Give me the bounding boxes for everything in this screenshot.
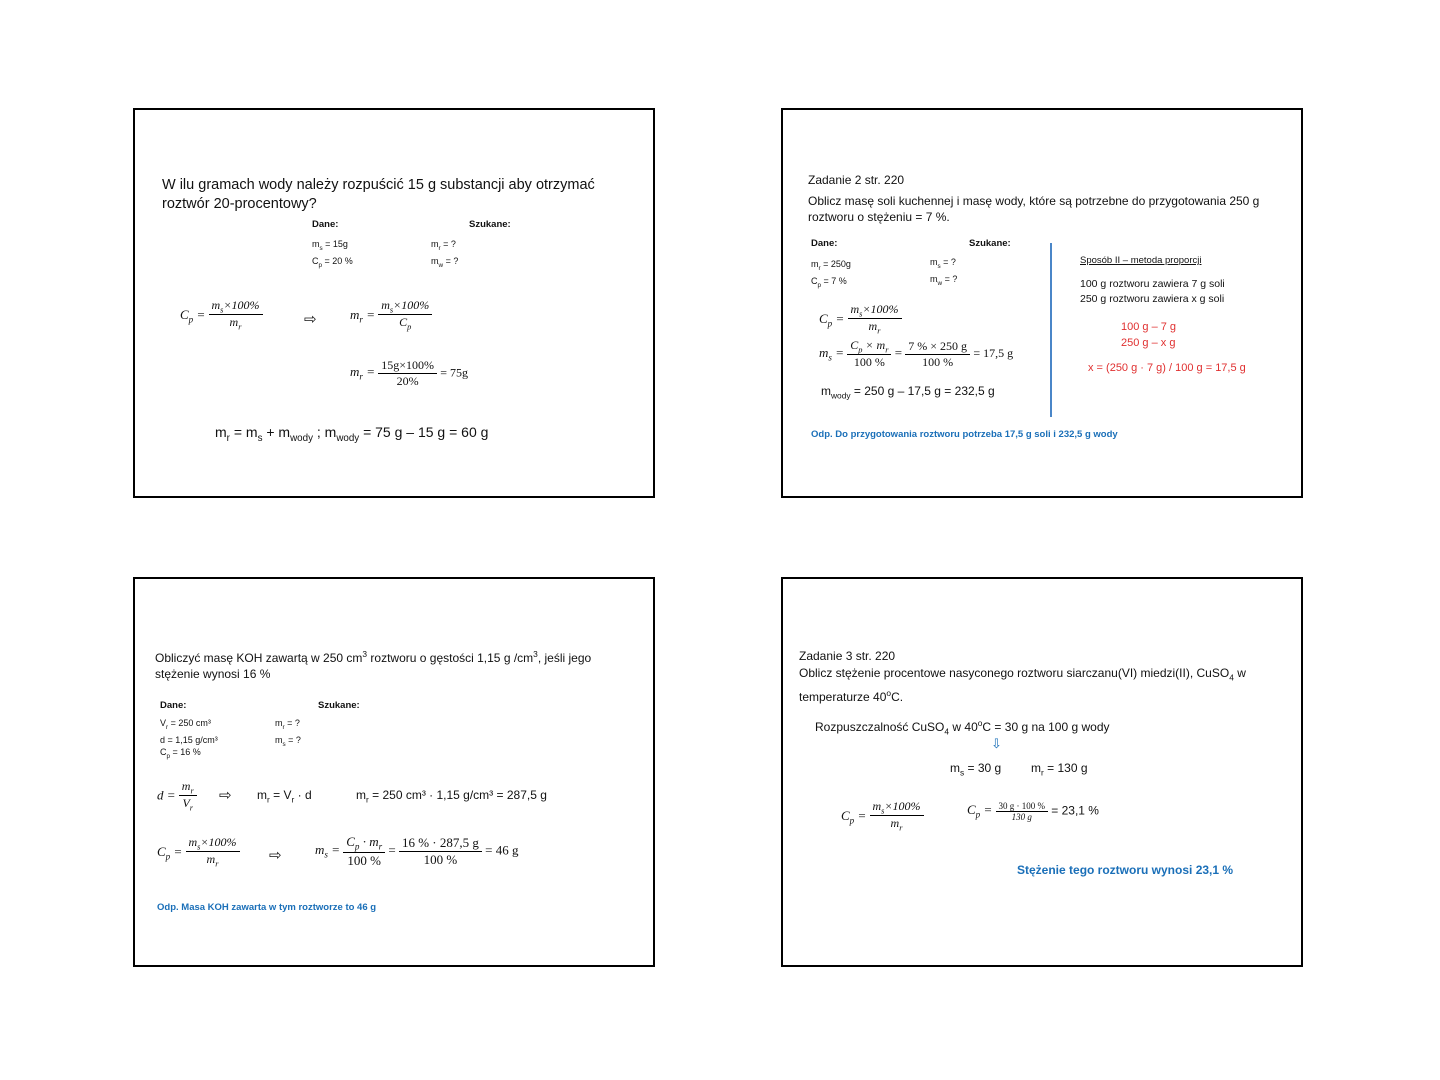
formula-mr: $m_r = V_r \cdot d$: [257, 788, 312, 805]
szukane-label: Szukane:: [318, 700, 360, 711]
sought-values: $m_r$ = ? $m_w$ = ?: [431, 239, 459, 269]
formula-ms: $m_s$ = $\frac{C_p \cdot m_r}{100 \%}$ = $\frac{16 \% \cdot 287,5 g}{100 \%}$ = 46 g: [315, 834, 519, 868]
slide2-answer: Odp. Do przygotowania roztworu potrzeba 17,5 g soli i 232,5 g wody: [811, 429, 1118, 440]
final-equation: $m_r = m_s + m_{wody}$ ; $m_{wody} = 75$ g – 15 g = 60 g: [215, 424, 489, 444]
implies-arrow-icon: ⇨: [219, 787, 232, 804]
proportion-red: 100 g – 7 g 250 g – x g: [1121, 321, 1177, 349]
slide-3: [133, 577, 655, 967]
given-values: $m_s = 15g$ $C_p = 20$ %: [312, 239, 353, 269]
slide-1: [133, 108, 655, 498]
mr-calculation: $m_r = 250$ cm³ · 1,15 g/cm³ = 287,5 g: [356, 788, 547, 805]
slide-4: [781, 577, 1303, 967]
given-values: $m_r = 250g$ $C_p = 7$ %: [811, 259, 851, 289]
formula-cp: $C_p$ = $\frac{m_s\times 100\%}{m_r}$: [841, 799, 924, 833]
implies-arrow-icon: ⇨: [269, 847, 282, 864]
mr-value: $m_r = 130$ g: [1031, 761, 1088, 778]
formula-mr-calc: $m_r$ = $\frac{15g\times 100\%}{20\%}$ = 75g: [350, 358, 469, 388]
slide4-title: Zadanie 3 str. 220: [799, 649, 896, 663]
szukane-label: Szukane:: [469, 219, 511, 230]
down-arrow-icon: ⇩: [991, 736, 1002, 751]
given-values: $V_r = 250$ cm³ d = 1,15 g/cm³ $C_p = 16$ %: [160, 718, 218, 760]
slide4-answer: Stężenie tego roztworu wynosi 23,1 %: [1017, 863, 1234, 877]
slide1-question: W ilu gramach wody należy rozpuścić 15 g substancji aby otrzymać roztwór 20-procentowy?: [162, 177, 595, 212]
sought-values: $m_s$ = ? $m_w$ = ?: [930, 257, 958, 287]
dane-label: Dane:: [811, 238, 838, 249]
formula-cp: $C_p$ = $\frac{m_s\times 100\%}{m_r}$: [157, 835, 240, 869]
sought-values: $m_r$ = ? $m_s$ = ?: [275, 718, 301, 748]
formula-cp: $C_p$ = $\frac{m_s\times 100\%}{m_r}$: [819, 302, 902, 336]
cp-calculation: $C_p$ = $\frac{30 g \cdot 100 \%}{130 g}$ = 23,1 %: [967, 801, 1099, 822]
slide2-title: Zadanie 2 str. 220: [808, 173, 905, 187]
formula-cp: $C_p$ = $\frac{m_s\times 100\%}{m_r}$: [180, 298, 263, 332]
solubility: Rozpuszczalność CuSO$_4$ w $40^oC = 30$ g na 100 g wody: [815, 718, 1110, 737]
slide3-question: Obliczyć masę KOH zawartą w 250 $cm^3$ roztworu o gęstości 1,15 g $/cm^3$, jeśli jego stężenie wynosi 16 %: [155, 649, 592, 681]
formula-ms: $m_s$ = $\frac{C_p \times m_r}{100 \%}$ = $\frac{7 \% \times 250 g}{100 \%}$ = 17,5 g: [819, 338, 1014, 370]
formula-mr: $m_r$ = $\frac{m_s\times 100\%}{C_p}$: [350, 298, 432, 332]
dane-label: Dane:: [160, 700, 187, 711]
ms-value: $m_s = 30$ g: [950, 761, 1002, 778]
slide3-answer: Odp. Masa KOH zawarta w tym roztworze to 46 g: [157, 902, 377, 913]
formula-density: d = $\frac{m_r}{V_r}$: [157, 779, 197, 813]
mwody-result: $m_{wody} = 250$ g – 17,5 g = 232,5 g: [821, 384, 995, 401]
szukane-label: Szukane:: [969, 238, 1011, 249]
method-title: Sposób II – metoda proporcji: [1080, 255, 1202, 266]
slide4-question: Oblicz stężenie procentowe nasyconego roztworu siarczanu(VI) miedzi(II), CuSO$_4$ w temperaturze 40$^o$C.: [799, 666, 1246, 705]
proportion-result: x = (250 g · 7 g) / 100 g = 17,5 g: [1088, 362, 1246, 374]
divider: [1050, 243, 1052, 417]
proportion-text: 100 g roztworu zawiera 7 g soli 250 g roztworu zawiera x g soli: [1080, 278, 1225, 305]
slide-2: [781, 108, 1303, 498]
dane-label: Dane:: [312, 219, 339, 230]
implies-arrow-icon: ⇨: [304, 311, 317, 328]
slide2-question: Oblicz masę soli kuchennej i masę wody, które są potrzebne do przygotowania 250 g roztworu o stężeniu = 7 %.: [808, 194, 1260, 224]
